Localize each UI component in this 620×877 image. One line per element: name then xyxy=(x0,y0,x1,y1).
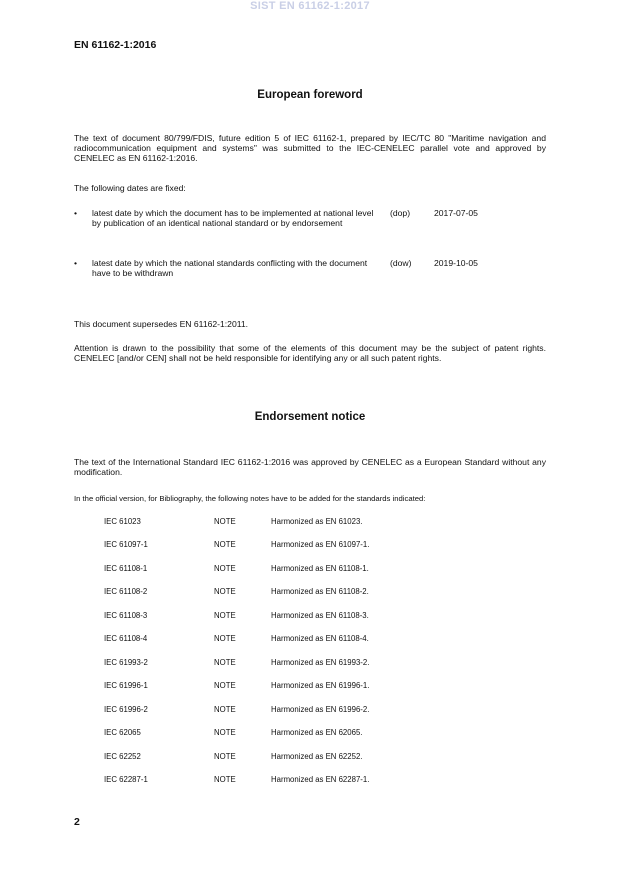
note-label: NOTE xyxy=(214,540,236,549)
watermark: SIST EN 61162-1:2017 xyxy=(250,0,370,12)
supersedes-paragraph: This document supersedes EN 61162-1:2011. xyxy=(74,319,249,329)
harmonized-text: Harmonized as EN 61996-2. xyxy=(271,705,370,714)
standard-id: IEC 61097-1 xyxy=(104,540,148,549)
bullet-text: latest date by which the national standards conflicting with the document have to be withdrawn xyxy=(92,258,368,279)
note-label: NOTE xyxy=(214,681,236,690)
harmonized-text: Harmonized as EN 62287-1. xyxy=(271,775,370,784)
page-number: 2 xyxy=(74,816,80,828)
harmonized-text: Harmonized as EN 61108-4. xyxy=(271,634,369,643)
bullet-icon: • xyxy=(74,208,78,218)
harmonized-text: Harmonized as EN 61108-2. xyxy=(271,587,369,596)
harmonized-text: Harmonized as EN 61993-2. xyxy=(271,658,370,667)
harmonized-text: Harmonized as EN 61023. xyxy=(271,517,363,526)
bibliography-note-intro: In the official version, for Bibliography, the following notes have to be added for the standards indicated: xyxy=(74,494,426,503)
note-label: NOTE xyxy=(214,775,236,784)
standard-id: IEC 62065 xyxy=(104,728,141,737)
note-label: NOTE xyxy=(214,611,236,620)
note-label: NOTE xyxy=(214,752,236,761)
note-label: NOTE xyxy=(214,705,236,714)
bullet-text: latest date by which the document has to be implemented at national level by publication of an identical national standard or by endorsement xyxy=(92,208,374,229)
note-label: NOTE xyxy=(214,658,236,667)
harmonized-text: Harmonized as EN 62252. xyxy=(271,752,363,761)
standard-id: IEC 61993-2 xyxy=(104,658,148,667)
bullet-abbreviation: (dow) xyxy=(390,258,412,268)
harmonized-text: Harmonized as EN 61108-3. xyxy=(271,611,369,620)
harmonized-text: Harmonized as EN 62065. xyxy=(271,728,363,737)
bullet-abbreviation: (dop) xyxy=(390,208,411,218)
attention-paragraph: Attention is drawn to the possibility that some of the elements of this document may be the subject of patent rights. CENELEC [and/or CEN] shall not be held responsible for identifying any or all such patent rights. xyxy=(74,343,546,364)
standard-id: IEC 61996-2 xyxy=(104,705,148,714)
harmonized-text: Harmonized as EN 61097-1. xyxy=(271,540,370,549)
harmonized-text: Harmonized as EN 61108-1. xyxy=(271,564,369,573)
standard-id: IEC 62252 xyxy=(104,752,141,761)
note-label: NOTE xyxy=(214,517,236,526)
document-id: EN 61162-1:2016 xyxy=(74,39,157,51)
note-label: NOTE xyxy=(214,564,236,573)
standard-id: IEC 61023 xyxy=(104,517,141,526)
bullet-date: 2017-07-05 xyxy=(434,208,478,218)
standard-id: IEC 61108-3 xyxy=(104,611,148,620)
standard-id: IEC 62287-1 xyxy=(104,775,148,784)
bullet-icon: • xyxy=(74,258,78,268)
foreword-title: European foreword xyxy=(257,89,363,101)
note-label: NOTE xyxy=(214,634,236,643)
endorsement-title: Endorsement notice xyxy=(254,411,366,423)
standard-id: IEC 61108-4 xyxy=(104,634,148,643)
endorsement-paragraph: The text of the International Standard IEC 61162-1:2016 was approved by CENELEC as a European Standard without any modification. xyxy=(74,457,546,478)
bullet-date: 2019-10-05 xyxy=(434,258,478,268)
note-label: NOTE xyxy=(214,587,236,596)
note-label: NOTE xyxy=(214,728,236,737)
standard-id: IEC 61996-1 xyxy=(104,681,148,690)
standard-id: IEC 61108-2 xyxy=(104,587,148,596)
dates-intro: The following dates are fixed: xyxy=(74,183,186,193)
standard-id: IEC 61108-1 xyxy=(104,564,148,573)
harmonized-text: Harmonized as EN 61996-1. xyxy=(271,681,370,690)
foreword-paragraph: The text of document 80/799/FDIS, future edition 5 of IEC 61162-1, prepared by IEC/TC 80 "Maritime navigation and radiocommunication equipment and systems" was submitted to the IEC-CENELEC parallel vote and approved by CENELEC as EN 61162-1:2016. xyxy=(74,133,546,164)
